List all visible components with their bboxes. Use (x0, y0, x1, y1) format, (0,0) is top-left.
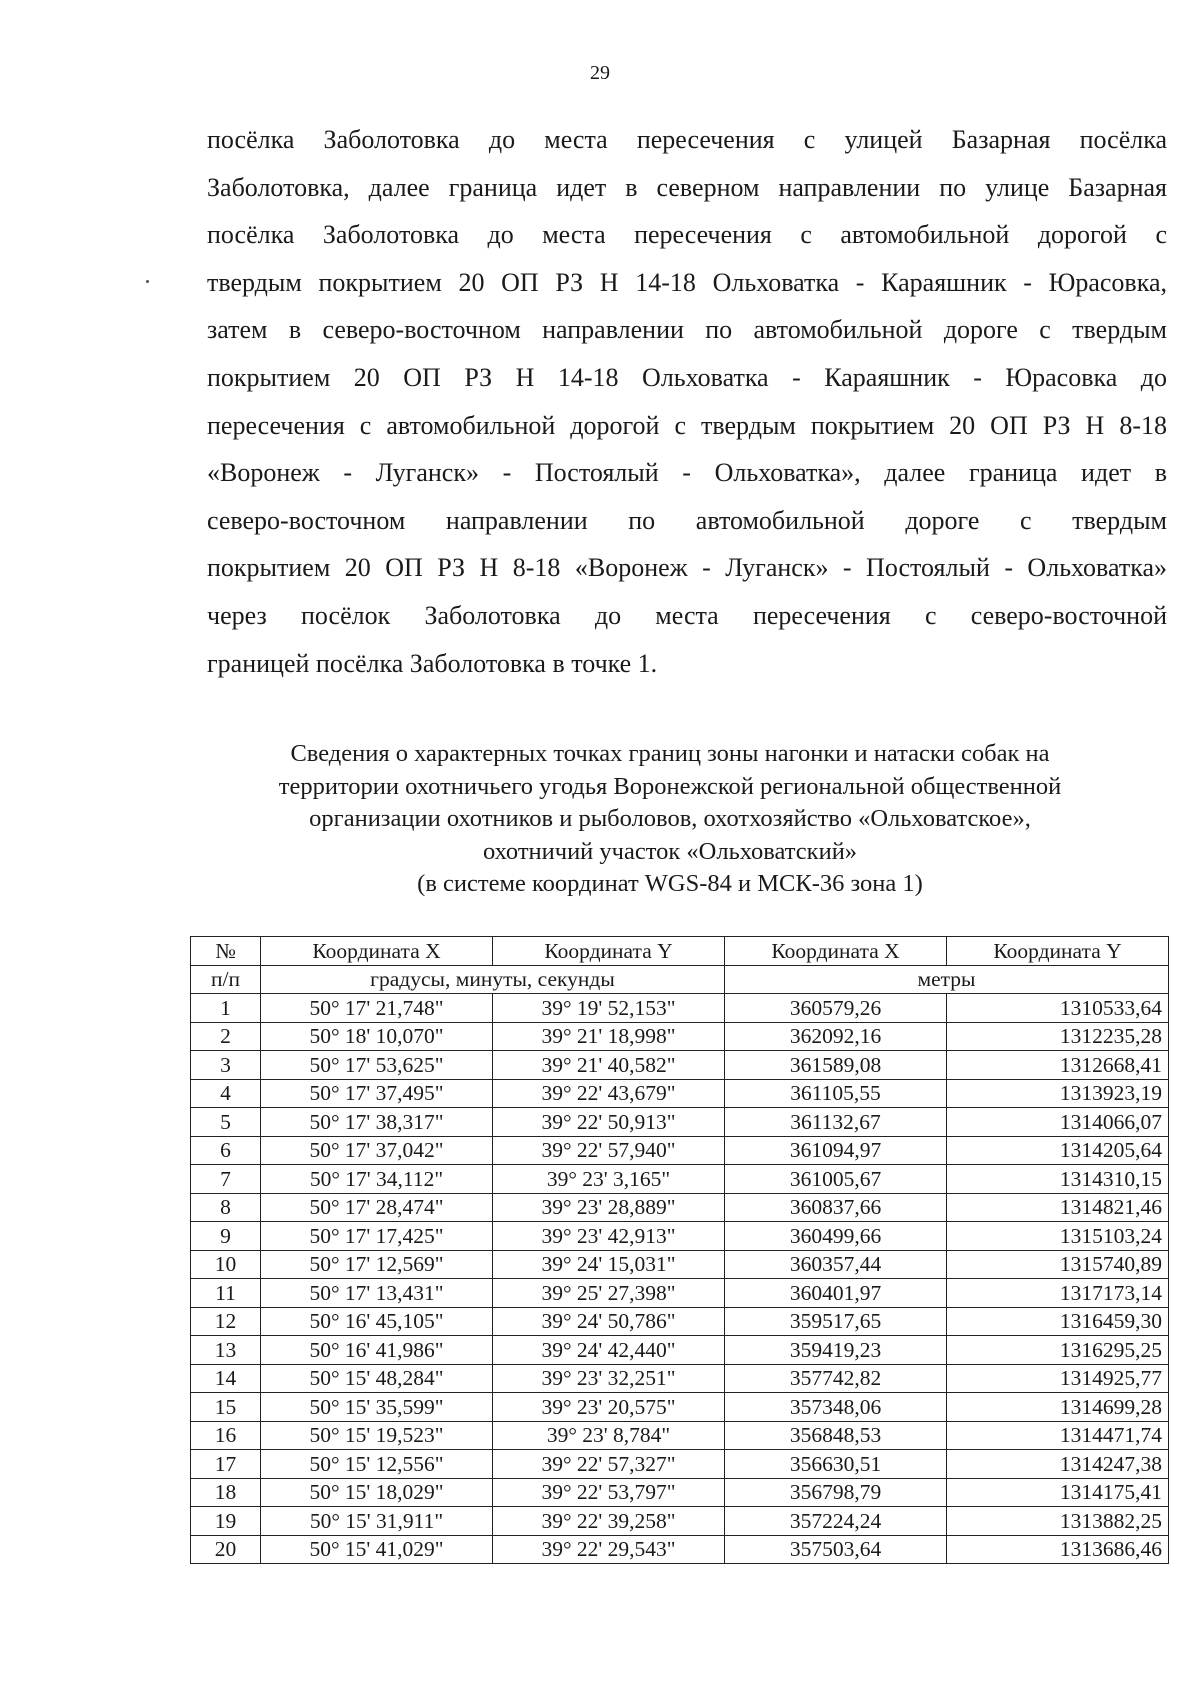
coord-x-dms: 50° 18' 10,070" (261, 1022, 493, 1051)
coord-y-meters: 1314699,28 (947, 1393, 1169, 1422)
table-row (191, 1336, 1169, 1365)
table-row (191, 1279, 1169, 1308)
heading-line: Сведения о характерных точках границ зоны нагонки и натаски собак на (290, 740, 1050, 767)
coord-x-dms: 50° 15' 41,029" (261, 1535, 493, 1564)
coord-x-meters: 360579,26 (725, 994, 947, 1023)
table-row (191, 1307, 1169, 1336)
coord-y-meters: 1316295,25 (947, 1336, 1169, 1365)
coord-x-dms: 50° 17' 53,625" (261, 1051, 493, 1080)
heading-line: (в системе координат WGS-84 и МСК-36 зона 1) (417, 870, 923, 897)
coord-x-dms: 50° 15' 35,599" (261, 1393, 493, 1422)
coord-y-meters: 1312668,41 (947, 1051, 1169, 1080)
coord-y-dms: 39° 22' 57,327" (493, 1450, 725, 1479)
row-number: 11 (191, 1279, 261, 1308)
header-dms-units: градусы, минуты, секунды (261, 965, 725, 994)
coord-x-dms: 50° 15' 19,523" (261, 1421, 493, 1450)
table-row (191, 1478, 1169, 1507)
coord-x-dms: 50° 17' 37,495" (261, 1079, 493, 1108)
coord-y-meters: 1312235,28 (947, 1022, 1169, 1051)
coord-y-meters: 1314066,07 (947, 1108, 1169, 1137)
coord-x-dms: 50° 17' 12,569" (261, 1250, 493, 1279)
row-number: 19 (191, 1507, 261, 1536)
coord-x-meters: 361094,97 (725, 1136, 947, 1165)
coord-y-dms: 39° 21' 18,998" (493, 1022, 725, 1051)
coord-y-meters: 1310533,64 (947, 994, 1169, 1023)
coord-x-dms: 50° 17' 34,112" (261, 1165, 493, 1194)
table-units-row (191, 965, 1169, 994)
coord-y-dms: 39° 23' 42,913" (493, 1222, 725, 1251)
header-coord-x-dms: Координата X (261, 937, 493, 966)
heading-line: охотничий участок «Ольховатский» (482, 837, 858, 865)
coord-y-dms: 39° 23' 28,889" (493, 1193, 725, 1222)
row-number: 4 (191, 1079, 261, 1108)
table-row (191, 1421, 1169, 1450)
header-coord-y-dms: Координата Y (493, 937, 725, 966)
coord-x-dms: 50° 15' 31,911" (261, 1507, 493, 1536)
coord-y-dms: 39° 22' 39,258" (493, 1507, 725, 1536)
row-number: 15 (191, 1393, 261, 1422)
coord-x-dms: 50° 17' 13,431" (261, 1279, 493, 1308)
paragraph-line: границей посёлка Заболотовка в точке 1. (207, 648, 658, 678)
coord-x-meters: 361005,67 (725, 1165, 947, 1194)
row-number: 8 (191, 1193, 261, 1222)
coord-y-meters: 1313882,25 (947, 1507, 1169, 1536)
coord-x-dms: 50° 16' 41,986" (261, 1336, 493, 1365)
table-row (191, 1193, 1169, 1222)
coord-y-meters: 1314205,64 (947, 1136, 1169, 1165)
coord-y-dms: 39° 23' 20,575" (493, 1393, 725, 1422)
coord-y-dms: 39° 24' 50,786" (493, 1307, 725, 1336)
table-row (191, 1022, 1169, 1051)
paragraph-line: «Воронеж - Луганск» - Постоялый - Ольховатка», далее граница идет в (207, 458, 1167, 488)
paragraph-line: пересечения с автомобильной дорогой с твердым покрытием 20 ОП РЗ Н 8-18 (207, 410, 1167, 440)
coord-x-meters: 360401,97 (725, 1279, 947, 1308)
coord-y-dms: 39° 22' 50,913" (493, 1108, 725, 1137)
coord-y-dms: 39° 22' 43,679" (493, 1079, 725, 1108)
row-number: 1 (191, 994, 261, 1023)
coord-x-dms: 50° 17' 37,042" (261, 1136, 493, 1165)
paragraph-line: посёлка Заболотовка до места пересечения с улицей Базарная посёлка (207, 125, 1167, 154)
heading-line: организации охотников и рыболовов, охотхозяйство «Ольховатское», (309, 805, 1031, 832)
coord-y-meters: 1314247,38 (947, 1450, 1169, 1479)
coord-y-dms: 39° 24' 15,031" (493, 1250, 725, 1279)
table-row (191, 994, 1169, 1023)
row-number: 17 (191, 1450, 261, 1479)
page-number: 29 (590, 62, 610, 84)
coord-y-dms: 39° 23' 8,784" (493, 1421, 725, 1450)
coord-x-meters: 361105,55 (725, 1079, 947, 1108)
coord-x-meters: 359517,65 (725, 1307, 947, 1336)
table-row (191, 1450, 1169, 1479)
coord-y-meters: 1317173,14 (947, 1279, 1169, 1308)
coord-x-meters: 356798,79 (725, 1478, 947, 1507)
coordinates-table (190, 936, 1169, 1564)
coord-y-dms: 39° 21' 40,582" (493, 1051, 725, 1080)
row-number: 20 (191, 1535, 261, 1564)
paragraph-line: северо-восточном направлении по автомобильной дороге с твердым (207, 505, 1167, 535)
table-row (191, 1108, 1169, 1137)
coord-x-dms: 50° 15' 18,029" (261, 1478, 493, 1507)
coord-y-meters: 1314471,74 (947, 1421, 1169, 1450)
paragraph-line: твердым покрытием 20 ОП РЗ Н 14-18 Ольховатка - Караяшник - Юрасовка, (207, 267, 1167, 297)
coord-y-dms: 39° 24' 42,440" (493, 1336, 725, 1365)
coord-y-dms: 39° 22' 57,940" (493, 1136, 725, 1165)
coord-y-meters: 1313686,46 (947, 1535, 1169, 1564)
table-body (191, 994, 1169, 1564)
table-row (191, 1393, 1169, 1422)
coord-x-dms: 50° 15' 12,556" (261, 1450, 493, 1479)
coord-y-meters: 1315740,89 (947, 1250, 1169, 1279)
paragraph-line: Заболотовка, далее граница идет в северном направлении по улице Базарная (207, 172, 1167, 202)
row-number: 5 (191, 1108, 261, 1137)
coord-y-meters: 1316459,30 (947, 1307, 1169, 1336)
coord-x-dms: 50° 17' 21,748" (261, 994, 493, 1023)
coord-x-meters: 361132,67 (725, 1108, 947, 1137)
coord-y-dms: 39° 25' 27,398" (493, 1279, 725, 1308)
table-row (191, 1051, 1169, 1080)
coord-x-dms: 50° 16' 45,105" (261, 1307, 493, 1336)
paragraph-line: покрытием 20 ОП РЗ Н 14-18 Ольховатка - Караяшник - Юрасовка до (207, 362, 1167, 392)
coord-x-meters: 362092,16 (725, 1022, 947, 1051)
coord-y-meters: 1313923,19 (947, 1079, 1169, 1108)
row-number: 18 (191, 1478, 261, 1507)
table-row (191, 1136, 1169, 1165)
coord-x-dms: 50° 15' 48,284" (261, 1364, 493, 1393)
table-row (191, 1165, 1169, 1194)
header-coord-y-m: Координата Y (947, 937, 1169, 966)
table-header-row (191, 937, 1169, 966)
coord-x-meters: 357348,06 (725, 1393, 947, 1422)
table-row (191, 1364, 1169, 1393)
coord-x-meters: 357503,64 (725, 1535, 947, 1564)
table-row (191, 1222, 1169, 1251)
coord-x-meters: 360837,66 (725, 1193, 947, 1222)
coord-x-dms: 50° 17' 38,317" (261, 1108, 493, 1137)
row-number: 9 (191, 1222, 261, 1251)
header-coord-x-m: Координата X (725, 937, 947, 966)
coord-y-dms: 39° 23' 32,251" (493, 1364, 725, 1393)
row-number: 12 (191, 1307, 261, 1336)
table-row (191, 1079, 1169, 1108)
header-num: № (191, 937, 261, 966)
coord-x-meters: 356848,53 (725, 1421, 947, 1450)
coord-y-meters: 1314925,77 (947, 1364, 1169, 1393)
coord-y-dms: 39° 22' 53,797" (493, 1478, 725, 1507)
coord-x-meters: 361589,08 (725, 1051, 947, 1080)
row-number: 6 (191, 1136, 261, 1165)
coord-x-dms: 50° 17' 28,474" (261, 1193, 493, 1222)
coord-x-meters: 360499,66 (725, 1222, 947, 1251)
paragraph-line: покрытием 20 ОП РЗ Н 8-18 «Воронеж - Луганск» - Постоялый - Ольховатка» (207, 553, 1167, 583)
row-number: 3 (191, 1051, 261, 1080)
coord-y-meters: 1314175,41 (947, 1478, 1169, 1507)
row-number: 2 (191, 1022, 261, 1051)
coord-x-meters: 356630,51 (725, 1450, 947, 1479)
paragraph-line: через посёлок Заболотовка до места пересечения с северо-восточной (207, 600, 1167, 630)
coord-y-meters: 1314310,15 (947, 1165, 1169, 1194)
coord-y-meters: 1314821,46 (947, 1193, 1169, 1222)
coord-y-dms: 39° 22' 29,543" (493, 1535, 725, 1564)
table-row (191, 1250, 1169, 1279)
header-m-units: метры (725, 965, 1169, 994)
stray-mark (146, 280, 149, 283)
body-paragraph (207, 116, 1167, 687)
coord-x-meters: 360357,44 (725, 1250, 947, 1279)
coord-y-meters: 1315103,24 (947, 1222, 1169, 1251)
row-number: 14 (191, 1364, 261, 1393)
header-num2: п/п (191, 965, 261, 994)
paragraph-line: посёлка Заболотовка до места пересечения с автомобильной дорогой с (207, 220, 1167, 250)
coord-y-dms: 39° 19' 52,153" (493, 994, 725, 1023)
row-number: 13 (191, 1336, 261, 1365)
heading-line: территории охотничьего угодья Воронежской региональной общественной (278, 772, 1062, 800)
coord-x-dms: 50° 17' 17,425" (261, 1222, 493, 1251)
table-row (191, 1507, 1169, 1536)
table-heading (190, 738, 1150, 901)
coord-x-meters: 357224,24 (725, 1507, 947, 1536)
paragraph-line: затем в северо-восточном направлении по автомобильной дороге с твердым (207, 315, 1167, 345)
row-number: 10 (191, 1250, 261, 1279)
coord-x-meters: 357742,82 (725, 1364, 947, 1393)
coord-x-meters: 359419,23 (725, 1336, 947, 1365)
row-number: 7 (191, 1165, 261, 1194)
row-number: 16 (191, 1421, 261, 1450)
table-row (191, 1535, 1169, 1564)
coord-y-dms: 39° 23' 3,165" (493, 1165, 725, 1194)
